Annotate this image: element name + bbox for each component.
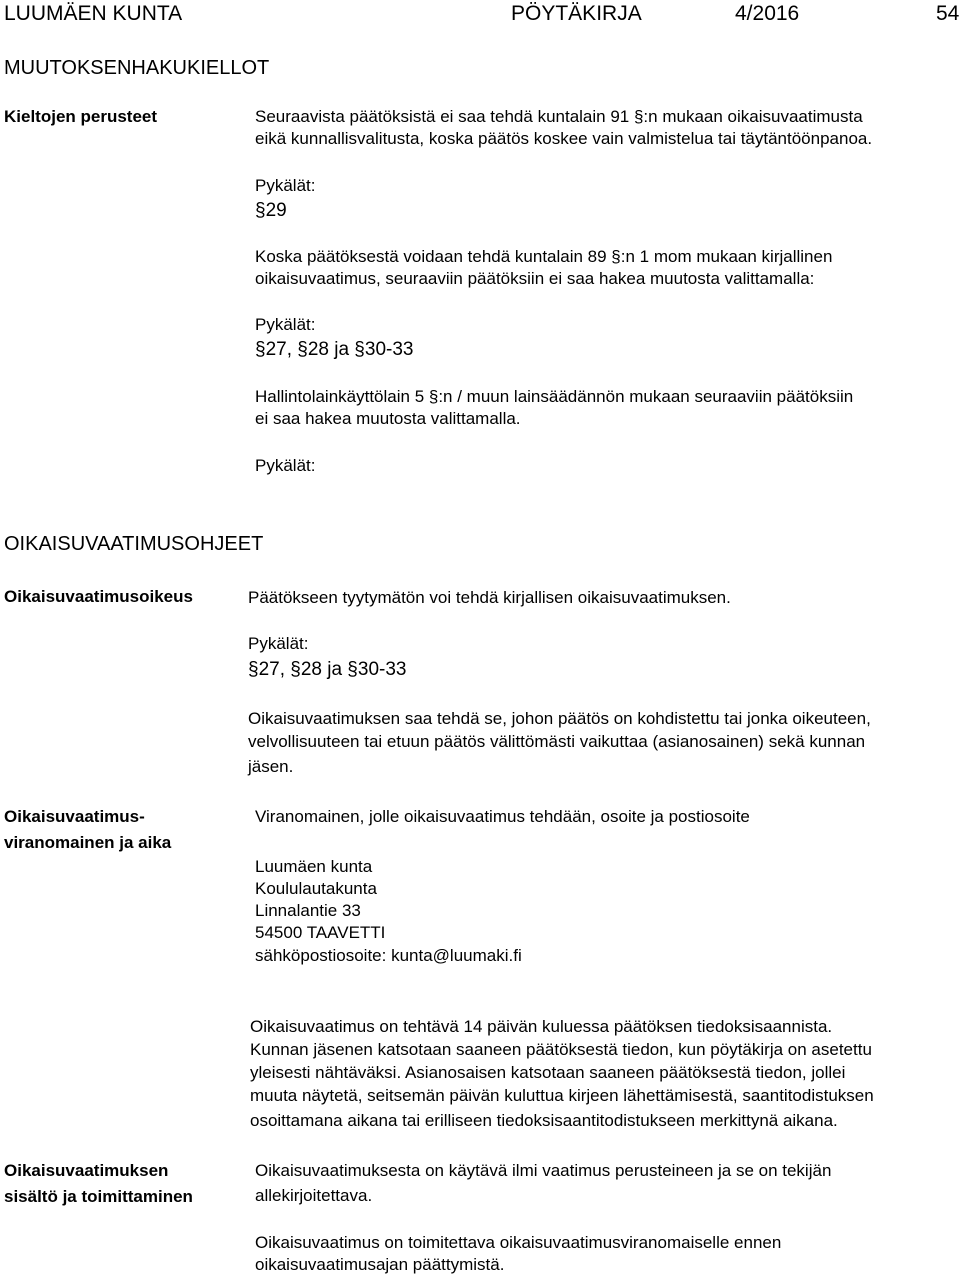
- section-title-muutoksenhakukiellot: MUUTOKSENHAKUKIELLOT: [4, 57, 270, 79]
- header-page-number: 54: [936, 2, 960, 25]
- pykalat-value-2: §27, §28 ja §30-33: [255, 339, 414, 360]
- aika-line: Kunnan jäsenen katsotaan saaneen päätöksestä tiedon, kun pöytäkirja on asetettu: [250, 1040, 872, 1059]
- header-doc-number: 4/2016: [735, 2, 800, 25]
- aika-line: muuta näytetä, seitsemän päivän kuluttua kirjeen lähettämisestä, saantitodistuksen: [250, 1086, 874, 1105]
- tekija-line3: jäsen.: [248, 757, 294, 776]
- viranomainen-intro: Viranomainen, jolle oikaisuvaatimus tehdään, osoite ja postiosoite: [255, 807, 750, 826]
- oikaisuvaatimusoikeus-label: Oikaisuvaatimusoikeus: [4, 587, 193, 606]
- para3-line1: Hallintolainkäyttölain 5 §:n / muun lainsäädännön mukaan seuraaviin päätöksiin: [255, 387, 854, 406]
- pykalat-label-2: Pykälät:: [255, 315, 316, 334]
- address-line: Koululautakunta: [255, 879, 377, 898]
- viranomainen-label-line2: viranomainen ja aika: [4, 833, 172, 852]
- header-doc-type: PÖYTÄKIRJA: [511, 2, 642, 25]
- aika-line: yleisesti nähtäväksi. Asianosaisen katsotaan saaneen päätöksestä tiedon, jollei: [250, 1063, 846, 1082]
- address-line: Luumäen kunta: [255, 857, 373, 876]
- tekija-line1: Oikaisuvaatimuksen saa tehdä se, johon päätös on kohdistettu tai jonka oikeuteen,: [248, 709, 871, 728]
- header-municipality: LUUMÄEN KUNTA: [4, 2, 183, 25]
- pykalat-value-1: §29: [255, 200, 287, 221]
- pykalat-label-1: Pykälät:: [255, 176, 316, 195]
- aika-line: osoittamana aikana tai erilliseen tiedoksisaantitodistukseen merkittynä aikana.: [250, 1111, 838, 1130]
- address-line: 54500 TAAVETTI: [255, 923, 386, 942]
- address-email: sähköpostiosoite: kunta@luumaki.fi: [255, 946, 522, 965]
- tekija-line2: velvollisuuteen tai etuun päätös välittömästi vaikuttaa (asianosainen) sekä kunnan: [248, 732, 866, 751]
- section-title-oikaisuvaatimusohjeet: OIKAISUVAATIMUSOHJEET: [4, 533, 264, 555]
- sisalto-label-line1: Oikaisuvaatimuksen: [4, 1161, 169, 1180]
- para2-line1: Koska päätöksestä voidaan tehdä kuntalain 89 §:n 1 mom mukaan kirjallinen: [255, 247, 833, 266]
- para2-line2: oikaisuvaatimus, seuraaviin päätöksiin ei saa hakea muutosta valittamalla:: [255, 269, 815, 288]
- sisalto-line1: Oikaisuvaatimuksesta on käytävä ilmi vaatimus perusteineen ja se on tekijän: [255, 1161, 832, 1180]
- toimitus-line1: Oikaisuvaatimus on toimitettava oikaisuvaatimusviranomaiselle ennen: [255, 1233, 782, 1252]
- sisalto-line2: allekirjoitettava.: [255, 1186, 373, 1205]
- kieltojen-perusteet-label: Kieltojen perusteet: [4, 107, 158, 126]
- oikeus-text: Päätökseen tyytymätön voi tehdä kirjallisen oikaisuvaatimuksen.: [248, 588, 731, 607]
- sisalto-label-line2: sisältö ja toimittaminen: [4, 1187, 193, 1206]
- aika-line: Oikaisuvaatimus on tehtävä 14 päivän kuluessa päätöksen tiedoksisaannista.: [250, 1017, 833, 1036]
- toimitus-line2: oikaisuvaatimusajan päättymistä.: [255, 1255, 505, 1274]
- para1-line2: eikä kunnallisvalitusta, koska päätös koskee vain valmistelua tai täytäntöönpanoa.: [255, 129, 873, 148]
- pykalat-label-3: Pykälät:: [255, 456, 316, 475]
- para1-line1: Seuraavista päätöksistä ei saa tehdä kuntalain 91 §:n mukaan oikaisuvaatimusta: [255, 107, 863, 126]
- para3-line2: ei saa hakea muutosta valittamalla.: [255, 409, 521, 428]
- address-line: Linnalantie 33: [255, 901, 361, 920]
- pykalat-label-4: Pykälät:: [248, 634, 309, 653]
- pykalat-value-4: §27, §28 ja §30-33: [248, 659, 407, 680]
- viranomainen-label-line1: Oikaisuvaatimus-: [4, 807, 145, 826]
